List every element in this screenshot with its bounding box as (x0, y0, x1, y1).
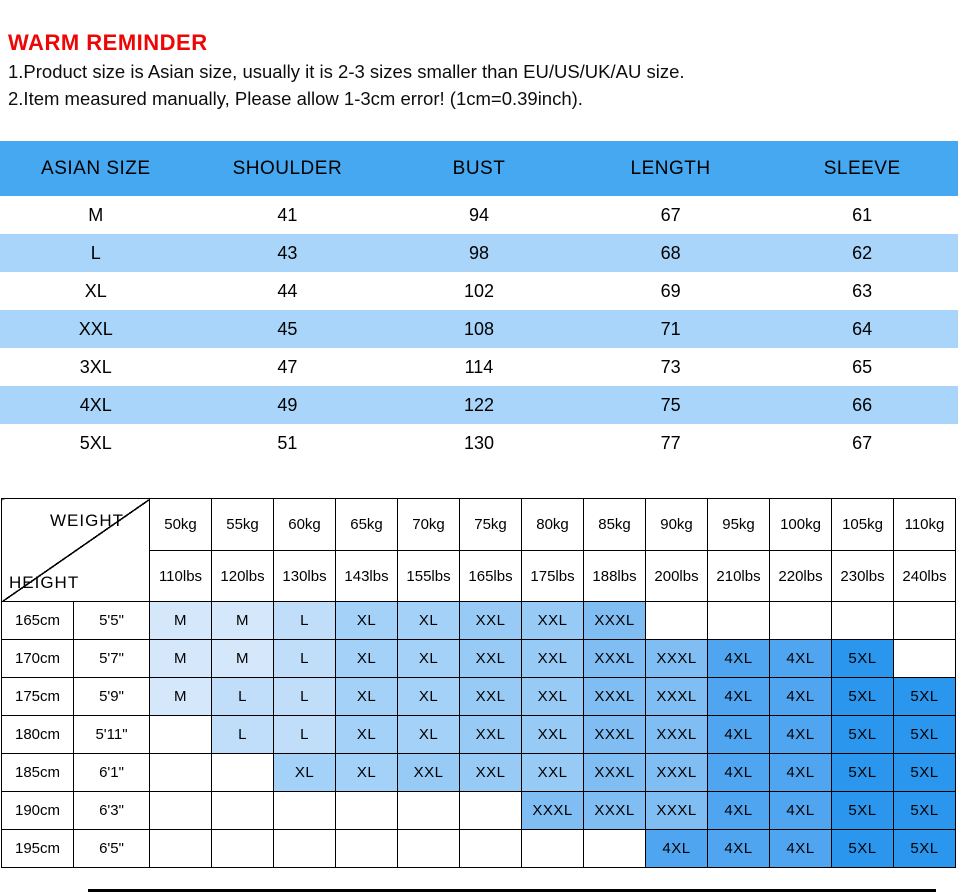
fit-size-cell: XL (336, 678, 398, 716)
fit-size-cell: XXL (460, 640, 522, 678)
size-table-cell: 94 (468, 204, 489, 225)
fit-table-row (2, 640, 956, 678)
fit-table-row (2, 602, 956, 640)
fit-size-cell: XXL (522, 602, 584, 640)
height-ft-cell: 5'9" (74, 678, 150, 716)
height-ft-cell: 5'5" (74, 602, 150, 640)
fit-size-cell: 5XL (894, 716, 956, 754)
fit-size-cell (398, 830, 460, 868)
fit-size-cell: 4XL (708, 716, 770, 754)
fit-size-cell: 5XL (894, 754, 956, 792)
size-table-cell: 63 (852, 280, 873, 301)
size-table-cell: 51 (277, 432, 298, 453)
size-table-row (0, 310, 958, 348)
fit-size-cell (894, 640, 956, 678)
height-cm-cell: 190cm (2, 792, 74, 830)
fit-size-cell: 4XL (708, 678, 770, 716)
weight-lbs-cell: 175lbs (522, 551, 584, 602)
fit-size-cell: M (150, 602, 212, 640)
fit-size-cell: XXL (522, 754, 584, 792)
weight-kg-cell: 80kg (522, 499, 584, 551)
fit-size-cell: XXXL (584, 640, 646, 678)
weight-lbs-cell: 188lbs (584, 551, 646, 602)
fit-size-cell: XXXL (646, 754, 708, 792)
fit-size-cell (708, 602, 770, 640)
size-table-cell: M (88, 204, 104, 225)
size-table-cell: 122 (463, 394, 494, 415)
reminder-note-2: 2.Item measured manually, Please allow 1-3cm error! (1cm=0.39inch). (8, 88, 583, 109)
weight-kg-cell: 85kg (584, 499, 646, 551)
fit-size-cell: XL (336, 602, 398, 640)
weight-lbs-cell: 200lbs (646, 551, 708, 602)
size-table-cell: 62 (852, 242, 873, 263)
fit-size-cell (274, 830, 336, 868)
weight-lbs-cell: 155lbs (398, 551, 460, 602)
weight-kg-cell: 90kg (646, 499, 708, 551)
height-ft-cell: 5'11" (74, 716, 150, 754)
fit-size-cell: XL (336, 716, 398, 754)
size-table-cell: 102 (463, 280, 494, 301)
fit-size-cell: 4XL (770, 678, 832, 716)
height-cm-cell: 185cm (2, 754, 74, 792)
fit-table-row (2, 792, 956, 830)
size-table-cell: 4XL (79, 394, 112, 415)
fit-size-cell: M (150, 678, 212, 716)
fit-size-cell: XXXL (646, 640, 708, 678)
weight-lbs-cell: 230lbs (832, 551, 894, 602)
fit-size-cell: 4XL (770, 716, 832, 754)
fit-size-cell: 5XL (832, 754, 894, 792)
fit-size-cell: 4XL (770, 640, 832, 678)
size-table-header-cell: SLEEVE (766, 141, 958, 196)
weight-lbs-cell: 130lbs (274, 551, 336, 602)
fit-size-cell: XL (398, 678, 460, 716)
weight-kg-cell: 60kg (274, 499, 336, 551)
fit-size-cell: XXXL (646, 792, 708, 830)
fit-size-cell (336, 830, 398, 868)
fit-table-row (2, 830, 956, 868)
fit-size-cell: M (150, 640, 212, 678)
size-table-cell: 130 (463, 432, 494, 453)
size-table-row (0, 348, 958, 386)
weight-kg-cell: 95kg (708, 499, 770, 551)
size-table-header-cell: LENGTH (575, 141, 767, 196)
fit-size-cell: XXXL (584, 678, 646, 716)
size-table-row (0, 386, 958, 424)
weight-kg-cell: 65kg (336, 499, 398, 551)
fit-size-cell: XXL (460, 678, 522, 716)
height-weight-corner-cell (2, 499, 150, 602)
weight-kg-cell: 55kg (212, 499, 274, 551)
size-table-cell: 3XL (79, 356, 112, 377)
fit-size-cell: XXXL (584, 716, 646, 754)
fit-size-cell (212, 754, 274, 792)
height-ft-cell: 5'7" (74, 640, 150, 678)
size-table-cell: 41 (277, 204, 298, 225)
fit-size-cell: XXL (522, 640, 584, 678)
weight-lbs-cell: 220lbs (770, 551, 832, 602)
size-table-cell: 68 (660, 242, 681, 263)
fit-size-cell: XL (398, 602, 460, 640)
fit-table-row (2, 716, 956, 754)
fit-size-cell: XXL (398, 754, 460, 792)
fit-size-cell (150, 754, 212, 792)
size-table-cell: 45 (277, 318, 298, 339)
fit-size-cell (584, 830, 646, 868)
fit-size-cell: XXXL (646, 716, 708, 754)
height-cm-cell: 180cm (2, 716, 74, 754)
height-axis-label: HEIGHT (9, 573, 80, 592)
fit-size-cell: L (274, 640, 336, 678)
weight-kg-cell: 110kg (894, 499, 956, 551)
size-table-cell: 43 (277, 242, 298, 263)
fit-table-row (2, 678, 956, 716)
fit-size-cell: L (274, 602, 336, 640)
fit-size-cell: XXXL (584, 602, 646, 640)
fit-size-cell (150, 830, 212, 868)
fit-size-cell: L (212, 716, 274, 754)
fit-size-cell: 4XL (770, 830, 832, 868)
size-table-cell: 67 (852, 432, 873, 453)
fit-size-cell (460, 792, 522, 830)
fit-size-cell: XL (398, 640, 460, 678)
size-table-cell: 75 (660, 394, 681, 415)
weight-lbs-cell: 110lbs (150, 551, 212, 602)
height-ft-cell: 6'5" (74, 830, 150, 868)
fit-size-cell: XXXL (522, 792, 584, 830)
fit-size-cell: 5XL (832, 830, 894, 868)
fit-size-cell: XL (336, 640, 398, 678)
fit-size-cell: 4XL (708, 754, 770, 792)
size-table-cell: 108 (463, 318, 494, 339)
size-table-cell: 67 (660, 204, 681, 225)
size-table-cell: 77 (660, 432, 681, 453)
size-table-cell: 66 (852, 394, 873, 415)
height-cm-cell: 195cm (2, 830, 74, 868)
fit-size-cell: 4XL (708, 830, 770, 868)
fit-size-cell: 5XL (832, 678, 894, 716)
weight-lbs-cell: 240lbs (894, 551, 956, 602)
fit-size-cell: 4XL (770, 792, 832, 830)
fit-size-cell: 5XL (894, 792, 956, 830)
fit-size-cell: L (274, 678, 336, 716)
size-table-cell: 5XL (79, 432, 112, 453)
fit-size-cell: XL (398, 716, 460, 754)
size-table-cell: 61 (852, 204, 873, 225)
weight-kg-header-row (2, 499, 956, 551)
fit-size-cell (832, 602, 894, 640)
fit-size-cell: 5XL (832, 640, 894, 678)
fit-size-cell: XXXL (584, 754, 646, 792)
fit-size-cell: L (212, 678, 274, 716)
fit-size-cell (398, 792, 460, 830)
fit-size-cell: XL (274, 754, 336, 792)
size-table-cell: 73 (660, 356, 681, 377)
fit-size-cell: M (212, 640, 274, 678)
size-table-cell: XL (84, 280, 107, 301)
weight-lbs-cell: 120lbs (212, 551, 274, 602)
fit-size-cell: 5XL (832, 792, 894, 830)
height-ft-cell: 6'3" (74, 792, 150, 830)
size-table-cell: XXL (78, 318, 113, 339)
fit-size-cell: XXL (460, 754, 522, 792)
fit-size-cell (894, 602, 956, 640)
fit-size-cell: XXL (460, 602, 522, 640)
fit-size-cell: 4XL (770, 754, 832, 792)
weight-kg-cell: 75kg (460, 499, 522, 551)
fit-size-cell: XXL (460, 716, 522, 754)
fit-size-cell (770, 602, 832, 640)
fit-size-cell (336, 792, 398, 830)
fit-size-cell (522, 830, 584, 868)
size-table-row (0, 234, 958, 272)
fit-size-cell (212, 792, 274, 830)
weight-kg-cell: 100kg (770, 499, 832, 551)
height-cm-cell: 170cm (2, 640, 74, 678)
fit-size-cell: M (212, 602, 274, 640)
size-table-cell: 65 (852, 356, 873, 377)
fit-size-cell: 5XL (832, 716, 894, 754)
fit-size-cell (646, 602, 708, 640)
fit-size-cell (150, 792, 212, 830)
weight-lbs-cell: 210lbs (708, 551, 770, 602)
fit-size-cell: 4XL (646, 830, 708, 868)
weight-lbs-cell: 143lbs (336, 551, 398, 602)
size-table-cell: 44 (277, 280, 298, 301)
weight-axis-label: WEIGHT (50, 511, 124, 530)
fit-size-cell: 4XL (708, 640, 770, 678)
height-cm-cell: 165cm (2, 602, 74, 640)
height-cm-cell: 175cm (2, 678, 74, 716)
fit-size-cell: XL (336, 754, 398, 792)
fit-size-cell: XXL (522, 678, 584, 716)
size-table-header-row (0, 141, 958, 196)
fit-size-cell (212, 830, 274, 868)
height-ft-cell: 6'1" (74, 754, 150, 792)
size-table-cell: 69 (660, 280, 681, 301)
size-table-header-cell: ASIAN SIZE (0, 141, 192, 196)
height-weight-table (1, 498, 956, 868)
size-table-cell: L (90, 242, 101, 263)
size-table-cell: 114 (464, 356, 494, 377)
weight-lbs-cell: 165lbs (460, 551, 522, 602)
fit-size-cell: XXL (522, 716, 584, 754)
size-table-row (0, 424, 958, 462)
fit-size-cell (150, 716, 212, 754)
weight-kg-cell: 70kg (398, 499, 460, 551)
size-table-cell: 47 (277, 356, 298, 377)
reminder-note-1: 1.Product size is Asian size, usually it is 2-3 sizes smaller than EU/US/UK/AU size. (8, 61, 685, 82)
size-table-cell: 71 (660, 318, 681, 339)
size-table-cell: 49 (277, 394, 298, 415)
fit-size-cell (460, 830, 522, 868)
asian-size-table (0, 141, 958, 462)
fit-size-cell: L (274, 716, 336, 754)
size-table-header-cell: BUST (383, 141, 575, 196)
fit-size-cell (274, 792, 336, 830)
size-table-cell: 98 (468, 242, 489, 263)
weight-kg-cell: 105kg (832, 499, 894, 551)
size-table-cell: 64 (852, 318, 873, 339)
weight-kg-cell: 50kg (150, 499, 212, 551)
warm-reminder-title: WARM REMINDER (8, 30, 208, 55)
size-table-row (0, 196, 958, 234)
fit-size-cell: XXXL (646, 678, 708, 716)
fit-size-cell: 5XL (894, 830, 956, 868)
size-table-row (0, 272, 958, 310)
fit-size-cell: 5XL (894, 678, 956, 716)
fit-size-cell: 4XL (708, 792, 770, 830)
fit-table-row (2, 754, 956, 792)
fit-size-cell: XXXL (584, 792, 646, 830)
bottom-crop-line (88, 889, 936, 892)
size-table-header-cell: SHOULDER (192, 141, 384, 196)
